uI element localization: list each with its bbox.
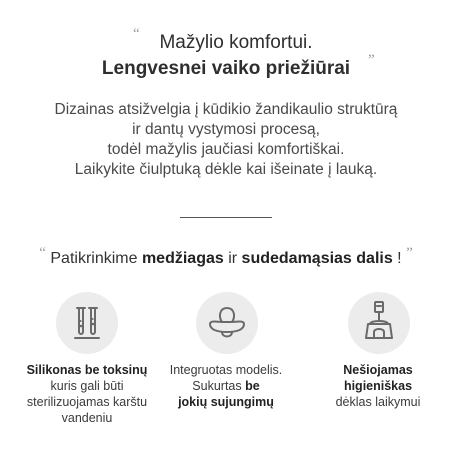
pacifier-case-icon bbox=[348, 292, 410, 354]
check-bold-materials: medžiagas bbox=[141, 250, 224, 267]
check-text-part: ! bbox=[392, 250, 402, 267]
description-line: Laikykite čiulptuką dėkle kai išeinate į lauką. bbox=[74, 161, 378, 178]
feature-integrated bbox=[151, 362, 301, 410]
check-text-part: ir bbox=[223, 250, 242, 267]
description bbox=[0, 100, 452, 180]
divider bbox=[180, 217, 272, 218]
check-heading bbox=[0, 245, 452, 268]
headline-line1: Mažylio komfortui. bbox=[159, 32, 313, 53]
feature-icon-circle bbox=[56, 292, 118, 354]
feature-line: Integruotas modelis. bbox=[169, 363, 283, 377]
pacifier-icon bbox=[196, 292, 258, 354]
feature-line: sterilizuojamas karštu bbox=[26, 395, 148, 409]
close-quote: ” bbox=[368, 52, 375, 68]
feature-title: Silikonas be toksinų bbox=[26, 363, 148, 377]
feature-line: Sukurtas bbox=[192, 379, 246, 393]
feature-bold: be bbox=[245, 379, 260, 393]
feature-line: dėklas laikymui bbox=[335, 395, 421, 409]
feature-case bbox=[303, 362, 452, 410]
feature-icon-circle bbox=[348, 292, 410, 354]
feature-bold: jokių sujungimų bbox=[178, 395, 274, 409]
check-bold-components: sudedamąsias dalis bbox=[241, 250, 393, 267]
check-close-quote: ” bbox=[406, 245, 413, 261]
feature-line: kuris gali būti bbox=[50, 379, 124, 393]
headline-line2: Lengvesnei vaiko priežiūrai bbox=[101, 58, 351, 79]
open-quote: “ bbox=[133, 26, 140, 42]
description-line: Dizainas atsižvelgia į kūdikio žandikaulio struktūrą bbox=[54, 101, 398, 118]
feature-line: vandeniu bbox=[61, 411, 113, 425]
check-text-part: Patikrinkime bbox=[50, 250, 142, 267]
description-line: ir dantų vystymosi procesą, bbox=[132, 121, 320, 138]
feature-materials bbox=[12, 362, 162, 426]
description-line: todėl mažylis jaučiasi komfortiškai. bbox=[107, 141, 345, 158]
feature-title: Nešiojamas bbox=[343, 363, 413, 377]
test-tubes-icon bbox=[56, 292, 118, 354]
check-open-quote: “ bbox=[39, 245, 46, 261]
feature-icon-circle bbox=[196, 292, 258, 354]
feature-title: higieniškas bbox=[343, 379, 413, 393]
